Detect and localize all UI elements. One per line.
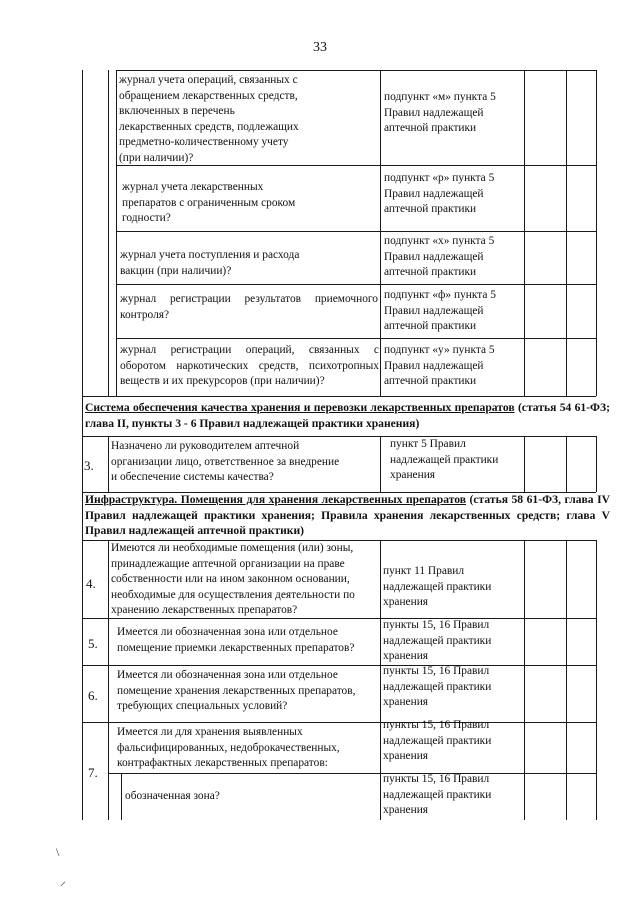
table-rule bbox=[121, 773, 122, 820]
checklist-question: Имеются ли необходимые помещения (или) зоны, принадлежащие аптечной организации на праве собственности или на ином законном основании, необходимые для осуществления деятельности по хранению лекарственных препаратов? bbox=[111, 542, 355, 616]
legal-reference: пункты 15, 16 Правил надлежащей практики хранения bbox=[383, 719, 492, 762]
table-rule bbox=[524, 540, 525, 820]
checklist-question: Назначено ли руководителем аптечной организации лицо, ответственное за внедрение и обеспечение системы качества? bbox=[111, 440, 340, 483]
table-rule bbox=[566, 436, 567, 492]
table-rule bbox=[108, 436, 109, 492]
table-rule bbox=[380, 540, 381, 820]
legal-reference: пункт 11 Правил надлежащей практики хранения bbox=[383, 565, 492, 608]
legal-reference: подпункт «ф» пункта 5 Правил надлежащей аптечной практики bbox=[384, 289, 496, 332]
table-rule bbox=[596, 436, 597, 492]
table-rule bbox=[108, 70, 109, 396]
checklist-question: журнал учета операций, связанных с обращением лекарственных средств, включенных в перечень лекарственных средств, подлежащих предметно-количественному учету (при наличии)? bbox=[119, 74, 299, 164]
legal-reference: подпункт «р» пункта 5 Правил надлежащей аптечной практики bbox=[384, 172, 495, 215]
checklist-question: Имеется ли обозначенная зона или отдельное помещение приемки лекарственных препаратов? bbox=[117, 626, 355, 654]
row-number: 4. bbox=[86, 576, 96, 591]
checklist-question: журнал регистрации операций, связанных с оборотом наркотических средств, психотропных веществ и их прекурсоров (при наличии)? bbox=[120, 344, 379, 387]
legal-reference: подпункт «м» пункта 5 Правил надлежащей аптечной практики bbox=[384, 91, 496, 134]
table-rule bbox=[82, 396, 596, 397]
checklist-question: журнал учета поступления и расхода вакцин (при наличии)? bbox=[120, 249, 300, 277]
legal-reference: пункт 5 Правил надлежащей практики хранения bbox=[390, 438, 499, 481]
legal-reference: пункты 15, 16 Правил надлежащей практики хранения bbox=[383, 665, 492, 708]
table-rule bbox=[82, 492, 83, 540]
row-number: 7. bbox=[88, 765, 98, 780]
row-number: 3. bbox=[84, 458, 94, 473]
section-heading: Инфраструктура. Помещения для хранения лекарственных препаратов (статья 58 61-ФЗ, глава IV Правил надлежащей практики хранения; Правила хранения лекарственных средств; глава V Правил надлежащей аптечной практики) bbox=[85, 493, 610, 537]
table-rule bbox=[82, 70, 83, 396]
checklist-question: журнал учета лекарственных препаратов с ограниченным сроком годности? bbox=[122, 181, 296, 224]
table-rule bbox=[566, 70, 567, 396]
checklist-subquestion: обозначенная зона? bbox=[125, 790, 220, 802]
table-rule bbox=[380, 70, 381, 396]
scan-mark: ⸝ bbox=[60, 874, 67, 888]
page-number: 33 bbox=[313, 40, 327, 55]
table-rule bbox=[82, 396, 83, 436]
legal-reference: подпункт «у» пункта 5 Правил надлежащей аптечной практики bbox=[384, 344, 495, 387]
legal-reference: пункты 15, 16 Правил надлежащей практики хранения bbox=[383, 773, 492, 816]
row-number: 6. bbox=[88, 688, 98, 703]
table-rule bbox=[108, 773, 596, 774]
checklist-question: журнал регистрации результатов приемочного контроля? bbox=[120, 293, 378, 321]
table-rule bbox=[82, 540, 83, 820]
table-rule bbox=[524, 436, 525, 492]
table-rule bbox=[108, 540, 109, 820]
legal-reference: подпункт «х» пункта 5 Правил надлежащей аптечной практики bbox=[384, 235, 495, 278]
table-rule bbox=[566, 540, 567, 820]
table-rule bbox=[524, 70, 525, 396]
row-number: 5. bbox=[88, 636, 98, 651]
table-rule bbox=[380, 436, 381, 492]
table-rule bbox=[596, 70, 597, 396]
legal-reference: пункты 15, 16 Правил надлежащей практики хранения bbox=[383, 619, 492, 662]
section-heading: Система обеспечения качества хранения и перевозки лекарственных препаратов (статья 54 61-ФЗ; глава II, пункты 3 - 6 Правил надлежащей практики хранения) bbox=[85, 401, 610, 430]
scan-mark: \ bbox=[56, 845, 60, 859]
table-rule bbox=[82, 436, 83, 492]
checklist-question: Имеется ли обозначенная зона или отдельное помещение хранения лекарственных препаратов, требующих специальных условий? bbox=[117, 669, 356, 712]
table-rule bbox=[116, 70, 117, 396]
table-rule bbox=[596, 540, 597, 820]
checklist-question: Имеется ли для хранения выявленных фальсифицированных, недоброкачественных, контрафактных лекарственных препаратов: bbox=[117, 726, 340, 769]
